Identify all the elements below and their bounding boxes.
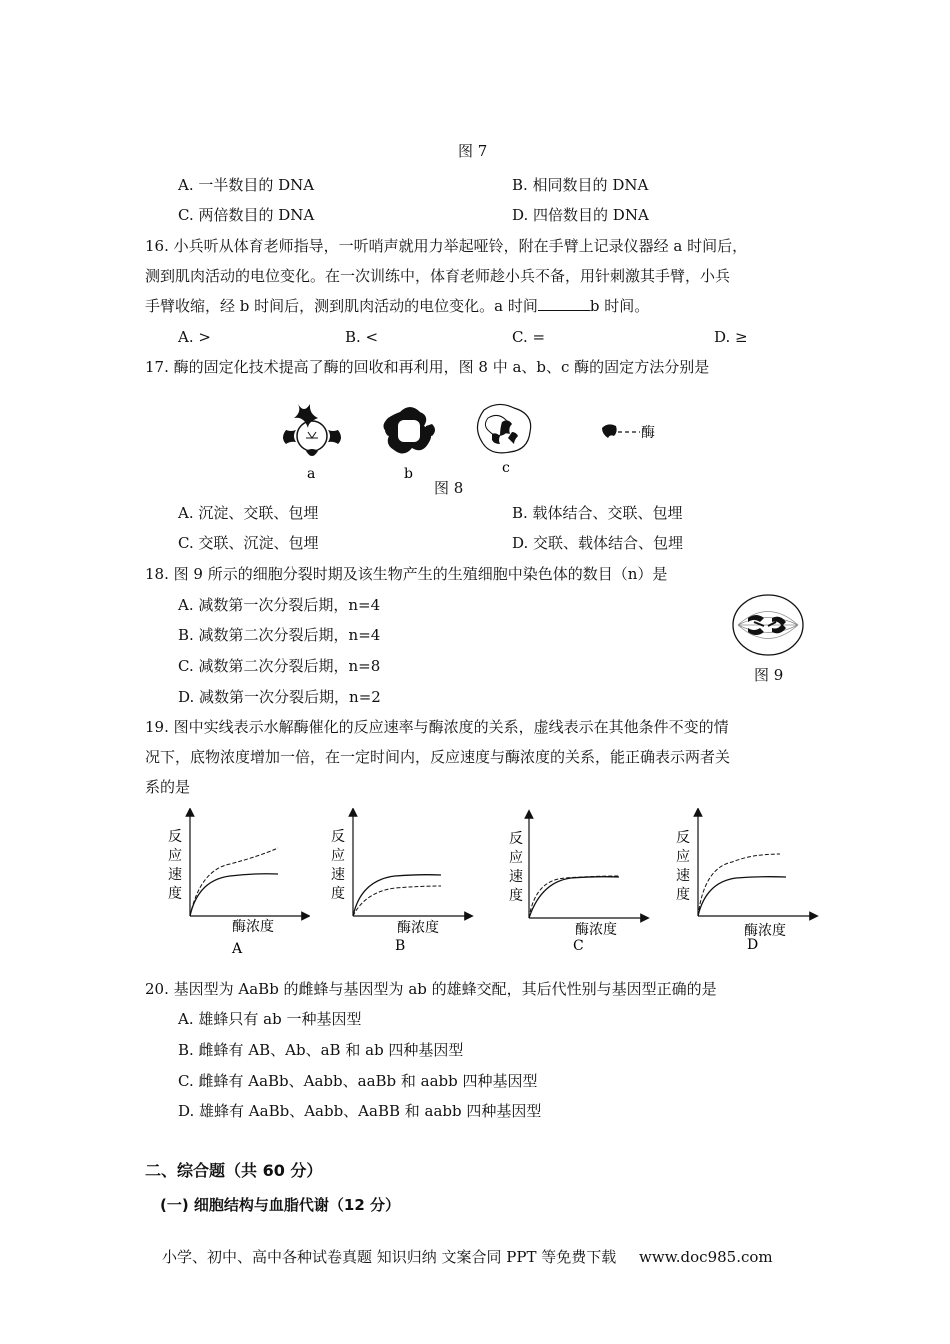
graph-a — [160, 808, 310, 958]
q17-option-b: B. 载体结合、交联、包埋 — [512, 504, 683, 522]
graph-a-dashed-curve — [190, 848, 278, 916]
svg-text:D: D — [747, 937, 759, 953]
q20-option-b: B. 雌蜂有 AB、Ab、aB 和 ab 四种基因型 — [178, 1041, 464, 1059]
page-footer — [162, 1246, 773, 1267]
graph-b — [325, 808, 475, 958]
svg-text:应: 应 — [676, 849, 690, 865]
svg-text:反: 反 — [676, 830, 690, 846]
svg-text:B: B — [395, 938, 406, 954]
q15-option-b: B. 相同数目的 DNA — [512, 176, 649, 194]
svg-text:速: 速 — [331, 867, 345, 883]
svg-text:度: 度 — [168, 886, 182, 902]
svg-text:反: 反 — [331, 829, 345, 845]
graph-d — [672, 808, 822, 958]
figure-8-a-carrier — [283, 404, 341, 456]
svg-text:酶浓度: 酶浓度 — [397, 920, 439, 936]
svg-text:反: 反 — [168, 829, 182, 845]
footer-text: 小学、初中、高中各种试卷真题 知识归纳 文案合同 PPT 等免费下载 — [162, 1248, 617, 1266]
section-2-subtitle: (一) 细胞结构与血脂代谢（12 分） — [160, 1196, 401, 1214]
q17-option-d: D. 交联、载体结合、包埋 — [512, 534, 684, 552]
q18-option-b: B. 减数第二次分裂后期，n=4 — [178, 626, 381, 644]
figure-8-b-crosslink — [383, 407, 435, 454]
q16-stem-line2: 测到肌肉活动的电位变化。在一次训练中，体育老师趁小兵不备，用针刺激其手臂，小兵 — [145, 267, 731, 285]
footer-url: www.doc985.com — [639, 1248, 773, 1266]
q16-stem-line3: 手臂收缩，经 b 时间后，测到肌肉活动的电位变化。a 时间 b 时间。 — [145, 297, 650, 315]
svg-text:A: A — [232, 941, 243, 957]
svg-text:度: 度 — [676, 887, 690, 903]
svg-text:应: 应 — [509, 850, 523, 866]
svg-text:应: 应 — [168, 848, 182, 864]
q16-option-c: C. = — [512, 328, 546, 346]
figure-7-caption: 图 7 — [458, 142, 488, 160]
svg-text:反: 反 — [509, 831, 523, 847]
graph-c-solid-curve — [529, 877, 619, 918]
q19-stem-line3: 系的是 — [145, 778, 191, 796]
graph-d-solid-curve — [698, 877, 786, 916]
q20-stem: 20. 基因型为 AaBb 的雌蜂与基因型为 ab 的雄蜂交配，其后代性别与基因型正确的是 — [145, 980, 717, 998]
q20-option-c: C. 雌蜂有 AaBb、Aabb、aaBb 和 aabb 四种基因型 — [178, 1072, 538, 1090]
q17-option-a: A. 沉淀、交联、包埋 — [178, 504, 319, 522]
q15-option-a: A. 一半数目的 DNA — [178, 176, 315, 194]
figure-8-c-embedding — [477, 404, 530, 452]
svg-text:度: 度 — [331, 886, 345, 902]
q18-option-c: C. 减数第二次分裂后期，n=8 — [178, 657, 381, 675]
svg-text:速: 速 — [509, 869, 523, 885]
graph-d-dashed-curve — [698, 854, 780, 916]
figure-9-caption: 图 9 — [754, 666, 784, 684]
svg-text:C: C — [573, 938, 584, 954]
graph-a-solid-curve — [190, 874, 278, 916]
q20-option-d: D. 雄蜂有 AaBb、Aabb、AaBB 和 aabb 四种基因型 — [178, 1102, 542, 1120]
graph-b-solid-curve — [353, 875, 441, 916]
graph-b-dashed-curve — [353, 886, 441, 916]
svg-text:酶: 酶 — [641, 425, 655, 441]
figure-8 — [270, 398, 690, 498]
svg-text:酶浓度: 酶浓度 — [232, 919, 274, 935]
q19-stem-line1: 19. 图中实线表示水解酶催化的反应速率与酶浓度的关系，虚线表示在其他条件不变的情 — [145, 718, 729, 736]
q17-option-c: C. 交联、沉淀、包埋 — [178, 534, 319, 552]
q15-option-c: C. 两倍数目的 DNA — [178, 206, 315, 224]
q18-stem: 18. 图 9 所示的细胞分裂时期及该生物产生的生殖细胞中染色体的数目（n）是 — [145, 565, 668, 583]
svg-text:c: c — [502, 460, 510, 476]
svg-text:度: 度 — [509, 888, 523, 904]
svg-text:应: 应 — [331, 848, 345, 864]
figure-9-cell — [730, 592, 806, 658]
q16-stem-line1: 16. 小兵听从体育老师指导，一听哨声就用力举起哑铃，附在手臂上记录仪器经 a 时间后， — [145, 237, 748, 255]
section-2-title: 二、综合题（共 60 分） — [145, 1161, 323, 1180]
q19-stem-line2: 况下，底物浓度增加一倍，在一定时间内，反应速度与酶浓度的关系，能正确表示两者关 — [145, 748, 731, 766]
graph-c — [505, 808, 655, 958]
q17-stem: 17. 酶的固定化技术提高了酶的回收和再利用，图 8 中 a、b、c 酶的固定方法分别是 — [145, 358, 710, 376]
svg-text:速: 速 — [676, 868, 690, 884]
svg-text:b: b — [404, 466, 413, 482]
q18-option-a: A. 减数第一次分裂后期，n=4 — [178, 596, 381, 614]
svg-text:酶浓度: 酶浓度 — [575, 922, 617, 938]
answer-blank — [538, 296, 590, 311]
figure-8-caption: 图 8 — [434, 479, 464, 497]
q15-option-d: D. 四倍数目的 DNA — [512, 206, 649, 224]
graph-c-dashed-curve — [529, 876, 619, 918]
q16-option-d: D. ≥ — [714, 328, 748, 346]
svg-text:酶浓度: 酶浓度 — [744, 923, 786, 939]
svg-text:速: 速 — [168, 867, 182, 883]
q16-option-a: A. > — [178, 328, 211, 346]
svg-text:a: a — [307, 466, 316, 482]
q16-option-b: B. < — [345, 328, 379, 346]
q18-option-d: D. 减数第一次分裂后期，n=2 — [178, 688, 381, 706]
figure-8-legend — [602, 424, 640, 438]
q20-option-a: A. 雄蜂只有 ab 一种基因型 — [178, 1010, 362, 1028]
